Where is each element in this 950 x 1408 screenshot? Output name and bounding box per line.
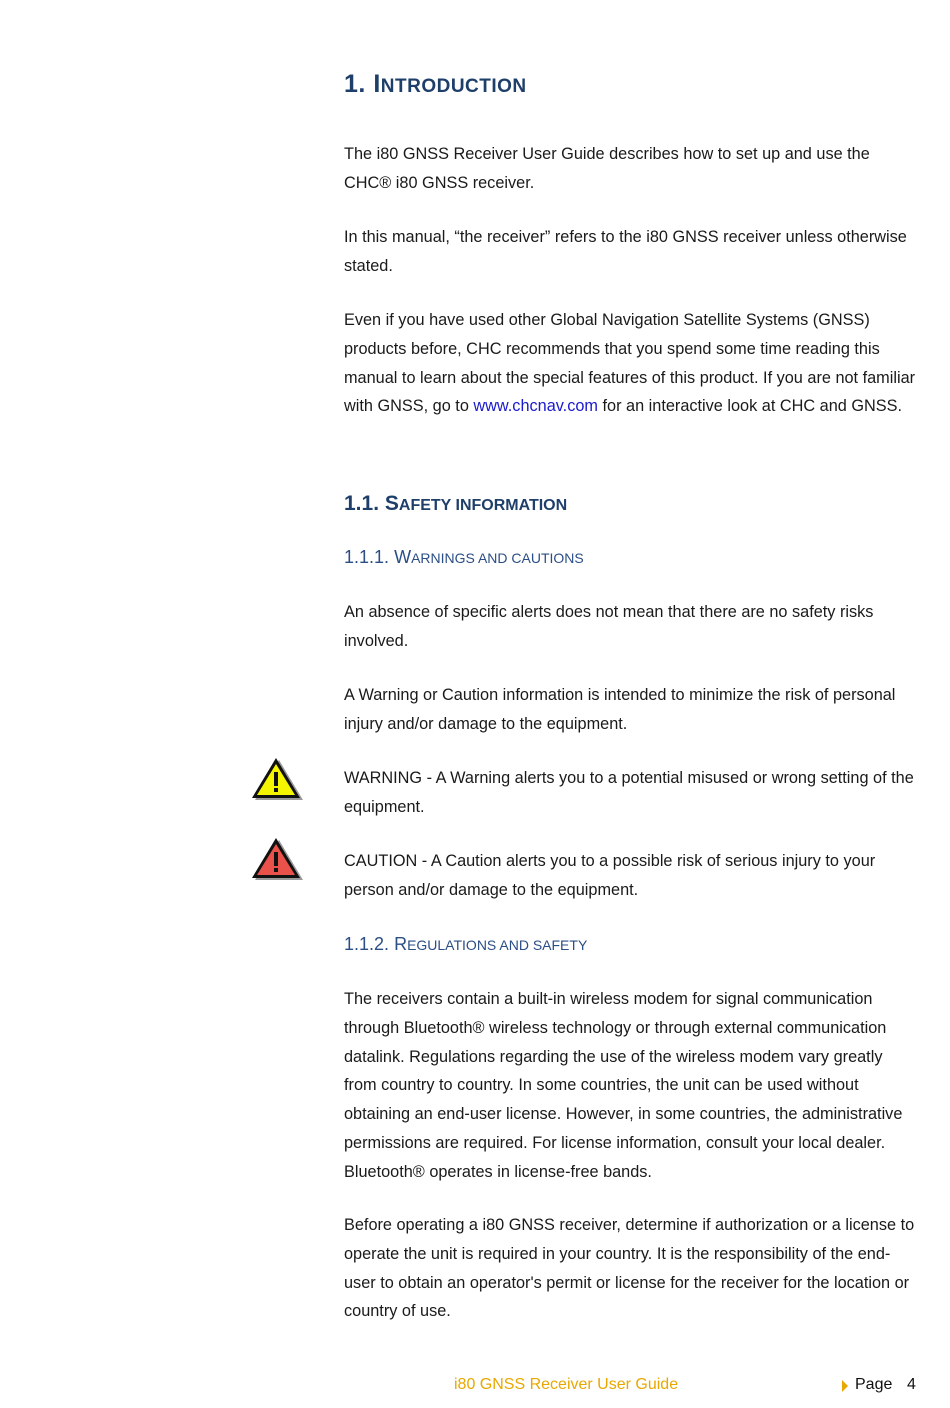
caution-paragraph: CAUTION - A Caution alerts you to a possible risk of serious injury to your person and/or damage to the equipment.	[344, 852, 876, 899]
section-title-rest: AFETY INFORMATION	[398, 497, 568, 514]
section-heading-safety-information	[344, 492, 567, 516]
section-title-rest: EGULATIONS AND SAFETY	[407, 937, 588, 953]
section-heading-introduction	[344, 70, 527, 99]
caution-icon	[250, 836, 304, 882]
intro-paragraph-3-text-a: Even if you have used other Global Navigation Satellite Systems (GNSS) products before, CHC recommends that you spend some time reading this manual to learn about the special features of this product. If you are not familiar with GNSS, go to	[344, 311, 916, 416]
section-title-initial: W	[394, 547, 412, 567]
chcnav-link[interactable]: www.chcnav.com	[473, 397, 598, 416]
warnings-paragraph-2: A Warning or Caution information is intended to minimize the risk of personal injury and/or damage to the equipment.	[344, 686, 896, 733]
section-title-initial: S	[384, 492, 399, 515]
footer-page-number: 4	[907, 1376, 916, 1393]
footer-arrow-icon	[842, 1380, 848, 1392]
section-number: 1.1.1.	[344, 547, 390, 567]
warning-paragraph: WARNING - A Warning alerts you to a potential misused or wrong setting of the equipment.	[344, 769, 914, 816]
section-title-rest: NTRODUCTION	[380, 76, 527, 97]
intro-paragraph-3	[344, 306, 919, 421]
warning-icon	[250, 756, 304, 802]
section-heading-warnings-cautions	[344, 547, 584, 568]
intro-paragraph-3-text-b: for an interactive look at CHC and GNSS.	[597, 397, 903, 416]
footer-page-label: Page	[855, 1376, 893, 1393]
section-number: 1.	[344, 70, 366, 98]
intro-paragraph-2: In this manual, “the receiver” refers to the i80 GNSS receiver unless otherwise stated.	[344, 228, 907, 275]
footer-document-title: i80 GNSS Receiver User Guide	[454, 1376, 679, 1393]
intro-paragraph-1: The i80 GNSS Receiver User Guide describes how to set up and use the CHC® i80 GNSS receiver.	[344, 145, 870, 192]
section-number: 1.1.2.	[344, 934, 390, 954]
section-number: 1.1.	[344, 492, 380, 515]
section-heading-regulations-safety	[344, 934, 587, 955]
section-title-initial: I	[373, 70, 381, 98]
regulations-paragraph-2: Before operating a i80 GNSS receiver, determine if authorization or a license to operate the unit is required in your country. It is the responsibility of the end-user to obtain an operator's permit or license for the receiver for the location or country of use.	[344, 1216, 915, 1321]
section-title-rest: ARNINGS AND CAUTIONS	[411, 550, 584, 566]
section-title-initial: R	[394, 934, 408, 954]
warnings-paragraph-1: An absence of specific alerts does not mean that there are no safety risks involved.	[344, 603, 874, 650]
regulations-paragraph-1: The receivers contain a built-in wireless modem for signal communication through Bluetooth® wireless technology or through external communication datalink. Regulations regarding the use of the wireless modem vary greatly from country to country. In some countries, the unit can be used without obtaining an end-user license. However, in some countries, the administrative permissions are required. For license information, consult your local dealer. Bluetooth® operates in license-free bands.	[344, 990, 903, 1181]
